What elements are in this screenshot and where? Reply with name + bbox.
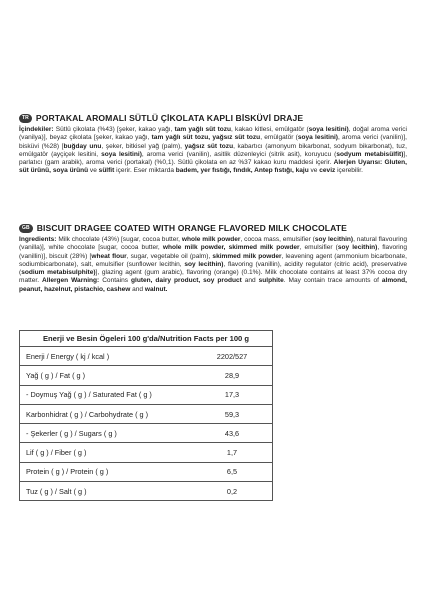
text-run: Alerjen Uyarısı: Gluten, süt ürünü, soya ürünü [19,159,407,175]
table-row [20,405,272,424]
nutrition-table [19,330,273,501]
text-run: Allergen Warning: [41,277,100,285]
text-run: Ingredients: [19,236,57,243]
nutrient-label: Lif ( g ) / Fiber ( g ) [26,448,87,458]
text-run: yağsız süt tozu [184,142,234,150]
nutrient-value: 0,2 [226,486,238,496]
table-row [20,482,272,500]
english-ingredients [19,236,407,294]
text-run: içerebilir. [335,167,363,175]
text-run: ceviz [319,167,336,175]
nutrient-label: Karbonhidrat ( g ) / Carbohydrate ( g ) [26,409,149,419]
english-section [19,223,407,294]
text-run: soy lecithin) [184,260,224,268]
text-run: , doğal aroma verici (vanilya)], beyaz çikolata [şeker, kakao yağı, [19,126,407,142]
text-run: soya lesitini) [308,126,349,133]
text-run: gluten, dairy product, soy product [131,277,242,285]
tr-language-badge: TR [19,114,32,123]
text-run: , emulsifier ( [299,244,338,252]
text-run: , aroma verici (vanilin)], bisküvi (%28) [ [19,134,407,150]
turkish-ingredients [19,126,407,176]
text-run: soya lesitini) [101,150,142,158]
text-run: and [241,277,259,285]
text-run: sülfit [98,167,115,175]
nutrient-label: Tuz ( g ) / Salt ( g ) [26,486,87,496]
nutrient-value: 17,3 [224,390,240,400]
text-run: whole milk powder [181,236,241,243]
text-run: , cocoa mass, emulsifier ( [240,236,315,243]
nutrition-table-header: Enerji ve Besin Ögeleri 100 g'da/Nutrition Facts per 100 g [20,331,272,347]
text-run: sulphite [258,277,284,285]
text-run: ], glazing agent (gum arabic), flavoring (orange) (0.1%). Milk chocolate contains at least 37% cocoa dry matter. [19,269,407,285]
text-run: . May contain trace amounts of [283,277,382,285]
text-run: whole milk powder, skimmed milk powder [162,244,300,252]
turkish-section [19,113,407,176]
gb-language-badge: GB [19,224,33,233]
text-run: İçindekiler: [19,126,54,133]
text-run: sodyum metabisülfit) [336,150,404,158]
nutrient-value: 59,3 [224,409,240,419]
text-run: , sugar, vegetable oil (palm), [126,252,213,260]
table-row [20,424,272,443]
table-row [20,463,272,482]
nutrient-value: 2202/527 [216,351,248,361]
text-run: , emülgatör ( [260,134,298,142]
text-run: tam yağlı süt tozu, yağsız süt tozu [151,134,261,142]
text-run: , şeker, bitkisel yağ (palm), [101,142,185,150]
text-run: walnut. [144,285,168,293]
text-run: ], parlatıcı (gam arabik), aroma verici (portakal) (%0,1). Sütlü çikolata en az %37 kakao kuru maddesi içerir. [19,150,408,167]
text-run: wheat flour [91,252,127,260]
text-run: , leavening agent (ammonium bicarbonate, sodiumbicarbonate), salt, emulsifier (sunflower lecithin, [19,252,407,268]
nutrient-label: - Şekerler ( g ) / Sugars ( g ) [26,428,117,438]
text-run: içerir. Eser miktarda [114,167,176,175]
table-row [20,366,272,385]
text-run: soy lecithin) [314,236,354,243]
nutrient-label: - Doymuş Yağ ( g ) / Saturated Fat ( g ) [26,390,152,400]
nutrient-label: Yağ ( g ) / Fat ( g ) [26,370,86,380]
text-run: , kakao kitlesi, emülgatör ( [231,126,309,133]
nutrient-value: 1,7 [226,448,238,458]
nutrient-value: 28,9 [224,370,240,380]
nutrient-value: 43,6 [224,428,240,438]
nutrient-label: Protein ( g ) / Protein ( g ) [26,467,109,477]
text-run: Contains [99,277,132,285]
text-run: soy lecithin) [337,244,378,252]
text-run: sodium metabisulphite) [21,269,96,277]
text-run: badem, yer fıstığı, fındık, Antep fıstığı, kaju [175,167,309,175]
text-run: soya lesitini) [297,134,338,142]
text-run: and [130,285,145,293]
table-row [20,347,272,366]
text-run: Milk chocolate (43%) [sugar, cocoa butter, [56,236,182,243]
turkish-heading [19,113,407,123]
text-run: Sütlü çikolata (%43) [şeker, kakao yağı, [53,126,175,133]
text-run: ve [308,167,320,175]
turkish-title: PORTAKAL AROMALI SÜTLÜ ÇİKOLATA KAPLI BİSKÜVİ DRAJE [35,113,304,123]
table-row [20,386,272,405]
text-run: skimmed milk powder [212,252,282,260]
text-run: buğday unu [63,142,102,150]
english-title: BISCUIT DRAGEE COATED WITH ORANGE FLAVORED MILK CHOCOLATE [36,223,347,233]
nutrient-value: 6,5 [226,467,238,477]
text-run: , flavoring (vanillin)], biscuit (28%) [ [19,244,408,260]
nutrient-label: Enerji / Energy ( kj / kcal ) [26,351,110,361]
text-run: ve [88,167,99,175]
text-run: tam yağlı süt tozu [174,126,232,133]
table-row [20,443,272,462]
text-run: , natural flavouring (vanilla)], white chocolate [sugar, cocoa butter, [19,236,407,252]
text-run: , flavoring (vanillin), acidity regulator (citric acid), preservative ( [19,260,407,277]
text-run: , aroma verici (vanilin), asitlik düzenleyici (sitrik asit), koruyucu ( [141,150,337,158]
english-heading [19,223,407,233]
text-run: almond, peanut, hazelnut, pistachio, cashew [19,277,408,293]
text-run: , kabartıcı (amonyum bikarbonat, sodyum bikarbonat), tuz, emülgatör (ayçiçek lesitini, [19,142,407,158]
